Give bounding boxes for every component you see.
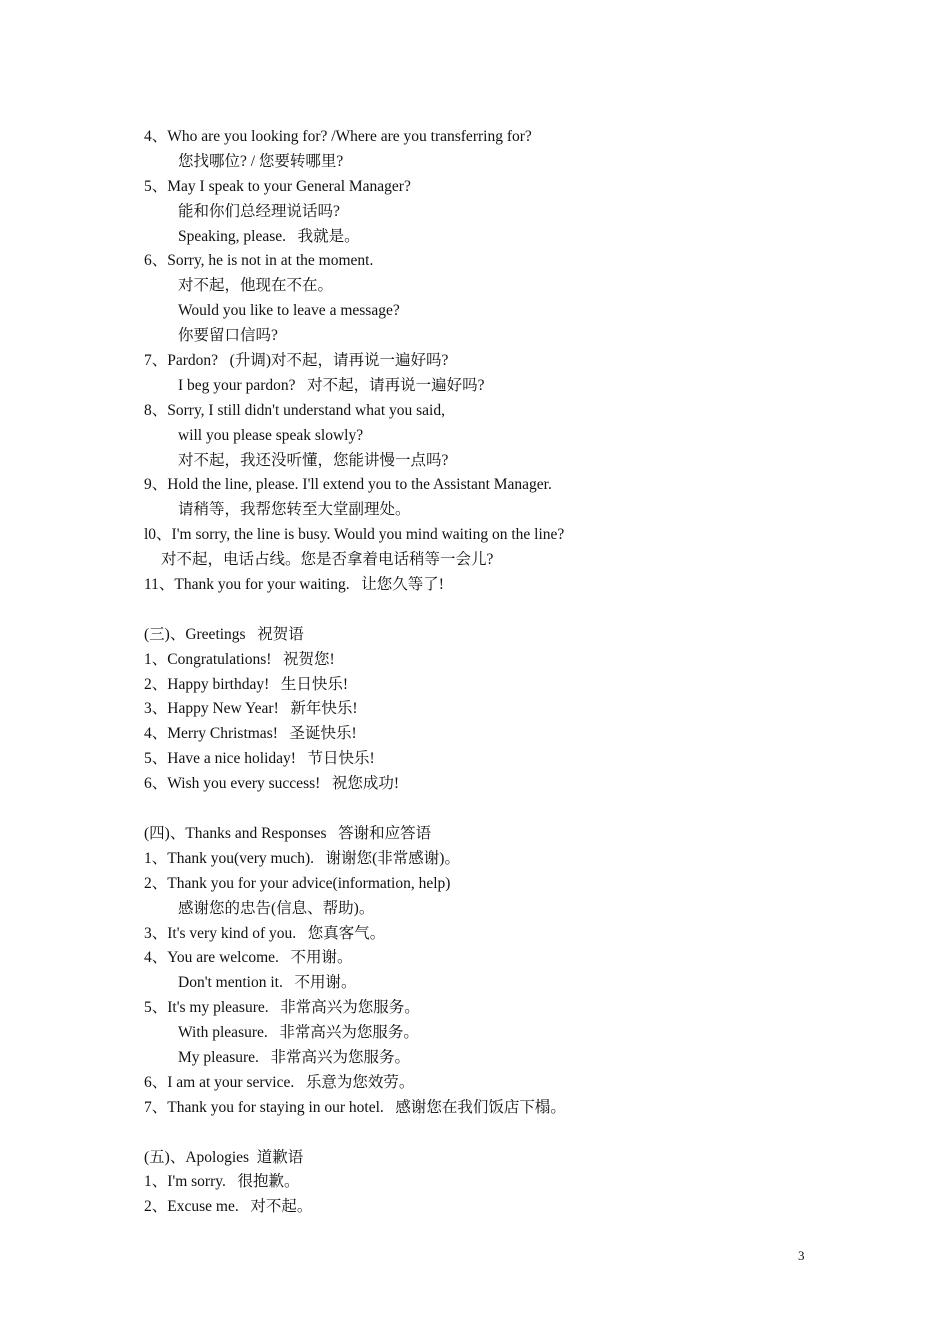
text-line: 感谢您的忠告(信息、帮助)。 — [178, 899, 375, 917]
text-line: 2、Excuse me. 对不起。 — [144, 1198, 313, 1216]
text-line: 4、You are welcome. 不用谢。 — [144, 949, 353, 967]
text-line: 能和你们总经理说话吗? — [178, 202, 340, 220]
text-line: 4、Merry Christmas! 圣诞快乐! — [144, 725, 357, 743]
page-number: 3 — [798, 1248, 805, 1263]
text-line: With pleasure. 非常高兴为您服务。 — [178, 1024, 419, 1042]
text-line: 你要留口信吗? — [178, 327, 278, 345]
text-line: My pleasure. 非常高兴为您服务。 — [178, 1048, 411, 1066]
text-line: I beg your pardon? 对不起，请再说一遍好吗? — [178, 376, 485, 394]
blank-line — [144, 797, 844, 822]
text-line: 您找哪位? / 您要转哪里? — [178, 152, 344, 170]
text-line: Speaking, please. 我就是。 — [178, 227, 360, 245]
text-line: Don't mention it. 不用谢。 — [178, 974, 357, 992]
text-line: 对不起，我还没听懂，您能讲慢一点吗? — [178, 451, 449, 469]
text-line: l0、I'm sorry, the line is busy. Would you mind waiting on the line? — [144, 526, 565, 544]
text-line: 1、I'm sorry. 很抱歉。 — [144, 1173, 300, 1191]
text-line: 5、May I speak to your General Manager? — [144, 177, 411, 195]
text-line: 2、Happy birthday! 生日快乐! — [144, 675, 349, 693]
text-line: 5、Have a nice holiday! 节日快乐! — [144, 750, 375, 768]
text-line: 4、Who are you looking for? /Where are you transferring for? — [144, 128, 532, 145]
text-line: 9、Hold the line, please. I'll extend you to the Assistant Manager. — [144, 476, 552, 494]
text-line: 3、It's very kind of you. 您真客气。 — [144, 924, 386, 942]
text-line: 对不起，他现在不在。 — [178, 277, 334, 295]
text-line: 7、Thank you for staying in our hotel. 感谢您在我们饭店下榻。 — [144, 1098, 566, 1116]
text-line: 6、I am at your service. 乐意为您效劳。 — [144, 1073, 415, 1091]
text-line: 11、Thank you for your waiting. 让您久等了! — [144, 576, 444, 594]
text-line: will you please speak slowly? — [178, 426, 364, 444]
text-line: 6、Wish you every success! 祝您成功! — [144, 775, 400, 793]
text-line: 3、Happy New Year! 新年快乐! — [144, 700, 358, 718]
blank-line — [144, 598, 844, 623]
text-line: (四)、Thanks and Responses 答谢和应答语 — [144, 824, 432, 842]
document-body — [144, 125, 844, 1220]
text-line: 1、Thank you(very much). 谢谢您(非常感谢)。 — [144, 849, 460, 867]
text-line: (五)、Apologies 道歉语 — [144, 1148, 304, 1166]
text-line: 7、Pardon? (升调)对不起，请再说一遍好吗? — [144, 352, 449, 370]
text-line: 5、It's my pleasure. 非常高兴为您服务。 — [144, 999, 420, 1017]
text-line: 2、Thank you for your advice(information, help) — [144, 874, 451, 892]
text-line: (三)、Greetings 祝贺语 — [144, 625, 304, 643]
blank-line — [144, 1121, 844, 1146]
text-line: Would you like to leave a message? — [178, 302, 400, 320]
text-line: 对不起，电话占线。您是否拿着电话稍等一会儿? — [161, 551, 494, 569]
text-line: 请稍等，我帮您转至大堂副理处。 — [178, 501, 411, 519]
text-line: 1、Congratulations! 祝贺您! — [144, 650, 335, 668]
text-line: 8、Sorry, I still didn't understand what you said, — [144, 401, 445, 419]
text-line: 6、Sorry, he is not in at the moment. — [144, 252, 374, 270]
